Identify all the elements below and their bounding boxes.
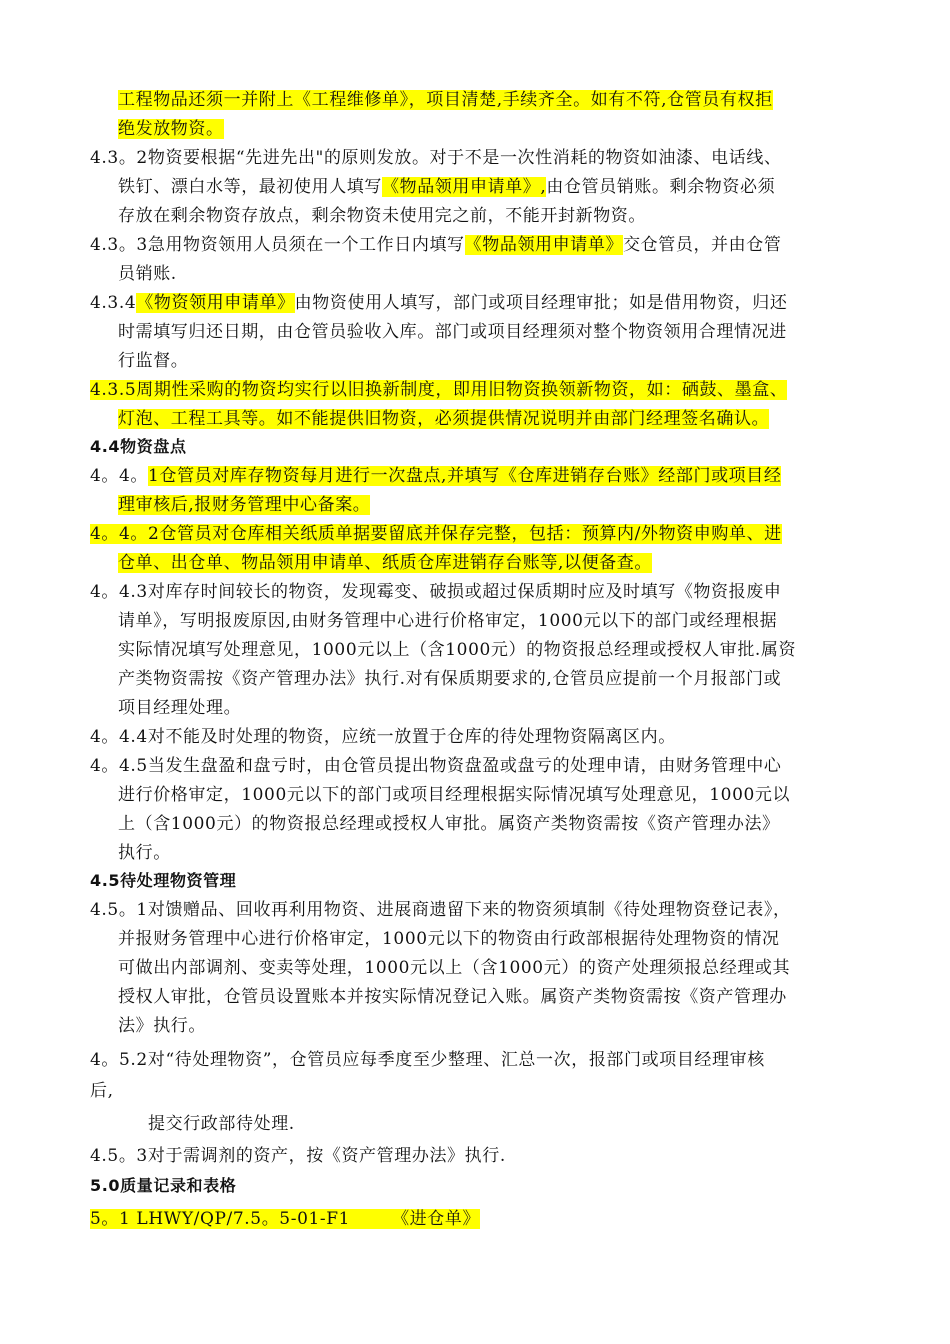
text-line: 上（含1000元）的物资报总经理或授权人审批。属资产类物资需按《资产管理办法》 (118, 814, 780, 834)
text-line: 4.5。3对于需调剂的资产，按《资产管理办法》执行. (90, 1146, 506, 1166)
highlight: 仓单、出仓单、物品领用申请单、纸质仓库进销存台账等,以便备查。 (118, 553, 653, 573)
highlight: 理审核后,报财务管理中心备案。 (118, 495, 371, 515)
text-line (90, 376, 787, 404)
text-line (118, 549, 652, 577)
text-line (90, 520, 782, 548)
highlight: 1仓管员对库存物资每月进行一次盘点,并填写《仓库进销存台账》经部门或项目经 (148, 466, 782, 486)
highlight: 4。4。2仓管员对仓库相关纸质单据要留底并保存完整，包括：预算内/外物资申购单、进 (90, 524, 782, 544)
text-line: 4。5.2对“待处理物资”，仓管员应每季度至少整理、汇总一次，报部门或项目经理审核 (90, 1050, 765, 1070)
text-line: 4.3。3急用物资领用人员须在一个工作日内填写《物品领用申请单》交仓管员，并由仓管 (90, 235, 782, 255)
highlight: 灯泡、工程工具等。如不能提供旧物资，必须提供情况说明并由部门经理签名确认。 (118, 409, 770, 429)
text-line (90, 1205, 480, 1233)
text-line: 并报财务管理中心进行价格审定，1000元以下的物资由行政部根据待处理物资的情况 (118, 929, 780, 949)
text-line: 提交行政部待处理. (148, 1114, 295, 1134)
text-line: 4。4.5当发生盘盈和盘亏时，由仓管员提出物资盘盈或盘亏的处理申请，由财务管理中心 (90, 756, 782, 776)
section-heading: 4.4物资盘点 (90, 437, 187, 456)
text-line: 可做出内部调剂、变卖等处理，1000元以上（含1000元）的资产处理须报总经理或其 (118, 958, 791, 978)
highlight: 《物品领用申请单》, (382, 177, 547, 197)
text-line: 请单》，写明报废原因,由财务管理中心进行价格审定，1000元以下的部门或经理根据 (118, 611, 778, 631)
text-line: 法》执行。 (118, 1016, 206, 1036)
text-line: 授权人审批，仓管员设置账本并按实际情况登记入账。属资产类物资需按《资产管理办 (118, 987, 787, 1007)
text-line (118, 491, 370, 519)
text-line: 行监督。 (118, 351, 189, 371)
highlight: 工程物品还须一并附上《工程维修单》，项目清楚,手续齐全。如有不符,仓管员有权拒 (118, 90, 773, 110)
text-line: 产类物资需按《资产管理办法》执行.对有保质期要求的,仓管员应提前一个月报部门或 (118, 669, 782, 689)
text-line: 4。4.3对库存时间较长的物资，发现霉变、破损或超过保质期时应及时填写《物资报废申 (90, 582, 782, 602)
text-line: 时需填写归还日期，由仓管员验收入库。部门或项目经理须对整个物资领用合理情况进 (118, 322, 787, 342)
text-line: 4.5。1对馈赠品、回收再利用物资、进展商遗留下来的物资须填制《待处理物资登记表》， (90, 900, 791, 920)
text-line: 4。4.4对不能及时处理的物资，应统一放置于仓库的待处理物资隔离区内。 (90, 727, 676, 747)
text-line: 4。4。1仓管员对库存物资每月进行一次盘点,并填写《仓库进销存台账》经部门或项目经 (90, 466, 782, 486)
text-line: 项目经理处理。 (118, 698, 242, 718)
text-line (118, 115, 224, 143)
text-line (118, 405, 769, 433)
highlight: 《物资领用申请单》 (136, 293, 295, 313)
text-line: 存放在剩余物资存放点，剩余物资未使用完之前，不能开封新物资。 (118, 206, 646, 226)
text-line: 进行价格审定，1000元以下的部门或项目经理根据实际情况填写处理意见，1000元以 (118, 785, 791, 805)
text-line: 4.3。2物资要根据“先进先出"的原则发放。对于不是一次性消耗的物资如油漆、电话线、 (90, 148, 782, 168)
highlight: 绝发放物资。 (118, 119, 224, 139)
text-line: 执行。 (118, 843, 171, 863)
text-line: 4.3.4《物资领用申请单》由物资使用人填写，部门或项目经理审批；如是借用物资，归还 (90, 293, 788, 313)
section-heading: 4.5待处理物资管理 (90, 871, 237, 890)
section-heading: 5.0质量记录和表格 (90, 1176, 237, 1195)
text-line: 实际情况填写处理意见，1000元以上（含1000元）的物资报总经理或授权人审批.属资 (118, 640, 797, 660)
text-line: 后, (90, 1081, 114, 1101)
text-line: 铁钉、漂白水等，最初使用人填写《物品领用申请单》,由仓管员销账。剩余物资必须 (118, 177, 776, 197)
text-line: 员销账. (118, 264, 177, 284)
highlight: 4.3.5周期性采购的物资均实行以旧换新制度，即用旧物资换领新物资，如：硒鼓、墨盒、 (90, 380, 788, 400)
highlight: 5。1 LHWY/QP/7.5。5-01-F1 《进仓单》 (90, 1209, 481, 1229)
text-line (118, 86, 773, 114)
highlight: 《物品领用申请单》 (464, 235, 624, 255)
